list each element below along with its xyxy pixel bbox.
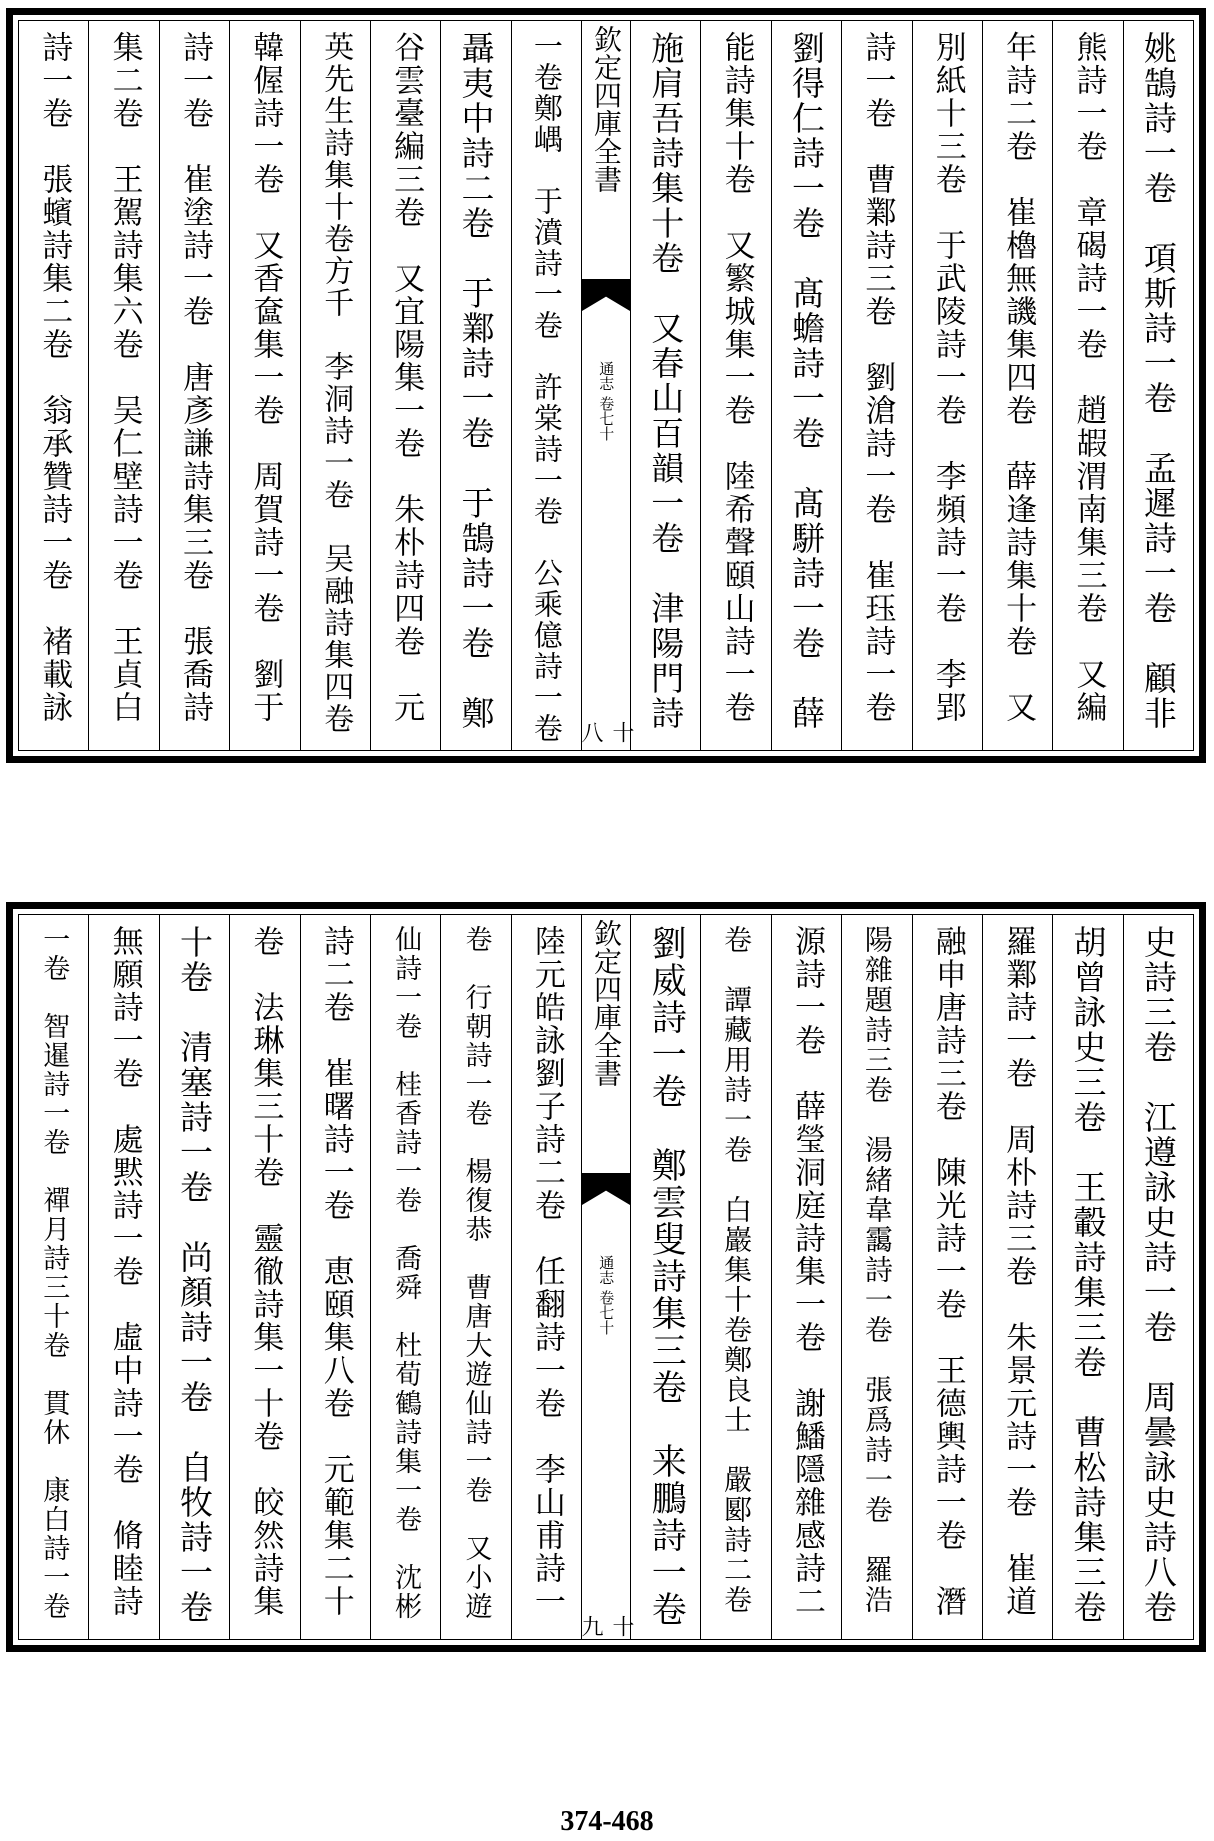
column-text: 谷雲臺編三卷 又宜陽集一卷 朱朴詩四卷 元 [388,31,425,724]
column-text: 胡曾詠史三卷 王轂詩集三卷 曹松詩集三卷 [1068,925,1108,1625]
fish-tail-mark [582,279,630,311]
column-text: 詩一卷 曹鄴詩三卷 劉滄詩一卷 崔珏詩一卷 [859,31,896,724]
column-text: 詩一卷 崔塗詩一卷 唐彥謙詩集三卷 張喬詩 [176,31,213,724]
column-text: 源詩一卷 薛瑩洞庭詩集一卷 謝鱕隱雜感詩二 [788,925,825,1618]
bottom-page-columns [18,914,1194,1640]
column-text: 羅鄴詩一卷 周朴詩三卷 朱景元詩一卷 崔道 [1000,925,1037,1618]
text-column [370,915,440,1639]
text-column [700,21,770,750]
column-text: 聶夷中詩二卷 于鄴詩一卷 于鵠詩一卷 鄭 [456,31,496,731]
column-text: 年詩二卷 崔櫓無譏集四卷 薛逢詩集十卷 又 [1000,31,1037,724]
text-column [440,915,510,1639]
text-column [229,21,299,750]
column-text: 姚鵠詩一卷 項斯詩一卷 孟遲詩一卷 顧非 [1138,31,1178,731]
volume-label-b: 卷七十 [597,395,616,441]
column-text: 劉得仁詩一卷 髙蟾詩一卷 髙駢詩一卷 薛 [786,31,826,731]
text-column [630,915,700,1639]
text-column [159,915,229,1639]
column-text: 卷 法琳集三十卷 靈徹詩集一十卷 皎然詩集 [247,925,284,1618]
text-column [19,21,88,750]
text-column [511,915,581,1639]
column-text: 融申唐詩三卷 陳光詩一卷 王德輿詩一卷 潛 [929,925,966,1618]
text-column [159,21,229,750]
text-column [19,915,88,1639]
column-text: 施肩吾詩集十卷 又春山百韻一卷 津陽門詩 [646,31,686,731]
text-column [1123,915,1193,1639]
column-text: 無願詩一卷 處黙詩一卷 虛中詩一卷 脩睦詩 [106,925,143,1618]
text-column [1123,21,1193,750]
text-column [700,915,770,1639]
column-text: 史詩三卷 江遵詠史詩一卷 周曇詠史詩八卷 [1138,925,1178,1625]
column-text: 能詩集十卷 又繁城集一卷 陸希聲頤山詩一卷 [718,31,755,724]
text-column [88,21,158,750]
book-title: 欽定四庫全書 [590,25,623,193]
column-text: 詩一卷 張蠙詩集二卷 翁承贊詩一卷 褚載詠 [36,31,73,724]
column-text: 卷 行朝詩一卷 楊復恭 曹唐大遊仙詩一卷 又小遊 [460,925,492,1621]
volume-label-a: 通志 [597,361,616,391]
column-text: 詩二卷 崔曙詩一卷 恵頤集八卷 元範集二十 [317,925,354,1618]
text-column [771,915,841,1639]
text-column [88,915,158,1639]
column-text: 韓偓詩一卷 又香奩集一卷 周賀詩一卷 劉于 [247,31,284,724]
text-column [912,915,982,1639]
text-column [440,21,510,750]
column-text: 仙詩一卷 桂香詩一卷 喬舜 杜荀鶴詩集一卷 沈彬 [390,925,422,1621]
center-fold [578,21,634,750]
book-title: 欽定四庫全書 [590,919,623,1087]
center-fold [578,915,634,1639]
column-text: 劉威詩一卷 鄭雲叟詩集三卷 来鵬詩一卷 [646,925,687,1628]
text-column [1052,915,1122,1639]
text-column [511,21,581,750]
column-text: 卷 譚藏用詩一卷 白巖集十卷鄭良士 嚴郾詩二卷 [720,925,754,1615]
text-column [630,21,700,750]
column-text: 別紙十三卷 于武陵詩一卷 李頻詩一卷 李郢 [929,31,966,724]
text-column [1052,21,1122,750]
volume-label-b: 卷七十 [597,1289,616,1335]
column-text: 陸元皓詠劉子詩二卷 任翻詩一卷 李山甫詩一 [528,925,565,1618]
column-text: 十卷 清塞詩一卷 尚顏詩一卷 自牧詩一卷 [174,925,214,1625]
text-column [771,21,841,750]
volume-label [598,361,615,441]
text-column [300,21,370,750]
volume-label-a: 通志 [597,1255,616,1285]
text-column [982,915,1052,1639]
text-column [841,915,911,1639]
column-text: 熊詩一卷 章碣詩一卷 趙嘏渭南集三卷 又編 [1070,31,1107,724]
page-number: 十九 [578,1615,634,1637]
top-page-columns [18,20,1194,751]
column-text: 英先生詩集十卷方千 李洞詩一卷 吴融詩集四卷 [318,31,354,735]
column-text: 一卷 智暹詩一卷 禪月詩三十卷 貫休 康白詩一卷 [38,925,70,1621]
column-text: 一卷鄭嵎 于濆詩一卷 許棠詩一卷 公乘億詩一卷 [529,31,564,744]
text-column [229,915,299,1639]
page-number: 十八 [578,721,634,743]
column-text: 陽雜題詩三卷 湯緒韋靄詩一卷 張爲詩一卷 羅浩 [860,925,894,1615]
page-footer-number: 374-468 [560,1806,654,1837]
text-column [912,21,982,750]
fish-tail-mark [582,1173,630,1205]
text-column [300,915,370,1639]
volume-label [598,1255,615,1335]
top-page-panel [6,8,1206,763]
column-text: 集二卷 王駕詩集六卷 吴仁壁詩一卷 王貞白 [106,31,143,724]
text-column [982,21,1052,750]
text-column [370,21,440,750]
bottom-page-panel [6,902,1206,1652]
text-column [841,21,911,750]
